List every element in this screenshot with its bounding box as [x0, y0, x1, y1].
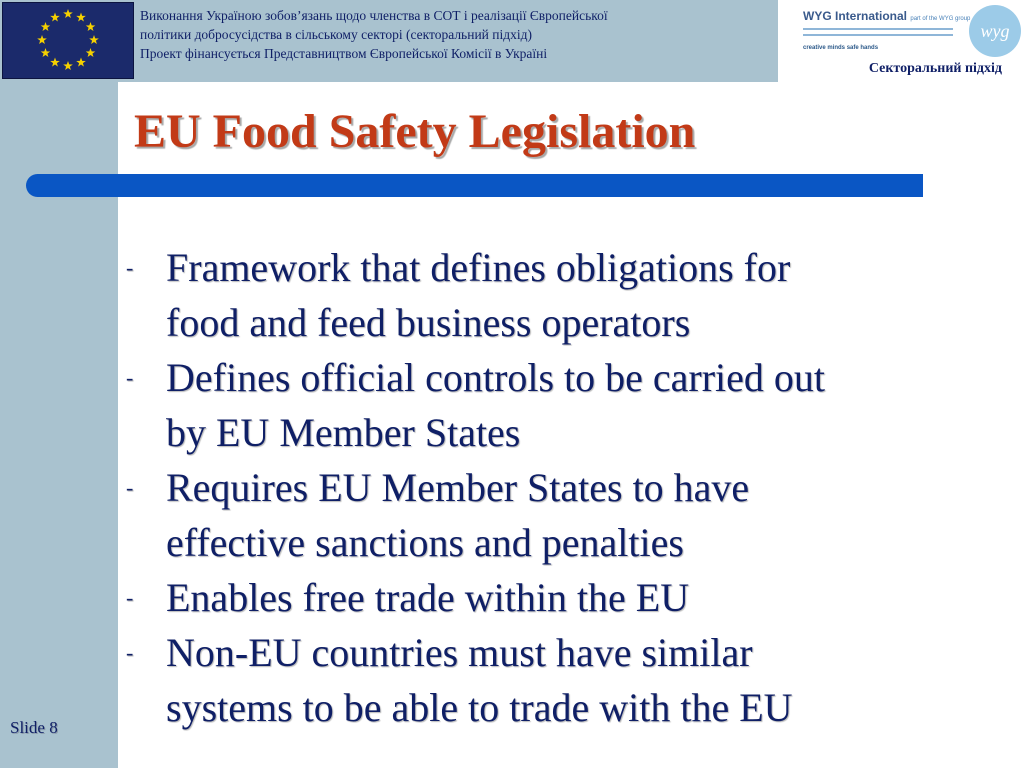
bullet-text: by EU Member States — [166, 410, 521, 455]
bullet-text: Framework that defines obligations for — [166, 245, 791, 290]
eu-flag — [2, 2, 134, 79]
bullet-list — [126, 240, 1016, 735]
bullet-item — [126, 350, 1016, 460]
eu-star-icon — [76, 13, 86, 22]
eu-star-icon — [63, 9, 73, 18]
bullet-item — [126, 240, 1016, 350]
title-underline-bar — [26, 174, 923, 197]
header-line-2: політики добросусідства в сільському секторі (секторальний підхід) — [140, 27, 532, 42]
bullet-marker: - — [126, 585, 134, 610]
eu-star-icon — [41, 48, 51, 57]
bullet-item — [126, 570, 1016, 625]
eu-star-icon — [50, 58, 60, 67]
wyg-brand: WYG International — [803, 9, 908, 23]
eu-star-icon — [37, 35, 47, 44]
eu-star-icon — [50, 13, 60, 22]
project-header — [140, 6, 772, 63]
bullet-item — [126, 625, 1016, 735]
eu-star-icon — [63, 61, 73, 70]
sector-label: Секторальний підхід — [868, 61, 1002, 76]
slide-title: EU Food Safety Legislation — [134, 105, 696, 158]
bullet-marker: - — [126, 365, 134, 390]
wyg-tagline: creative minds safe hands — [803, 45, 879, 51]
bullet-item — [126, 460, 1016, 570]
eu-star-icon — [86, 48, 96, 57]
wyg-part-of: part of the WYG group — [910, 16, 971, 22]
header-line-1: Виконання Україною зобов’язань щодо членства в СОТ і реалізації Європейської — [140, 8, 608, 23]
bullet-marker: - — [126, 255, 134, 280]
eu-star-icon — [89, 35, 99, 44]
bullet-text: Requires EU Member States to have — [166, 465, 750, 510]
eu-star-icon — [76, 58, 86, 67]
wyg-logo-lines — [803, 28, 953, 40]
bullet-text: Non-EU countries must have similar — [166, 630, 753, 675]
bullet-marker: - — [126, 640, 134, 665]
bullet-text: systems to be able to trade with the EU — [166, 685, 793, 730]
slide-number: Slide 8 — [10, 718, 58, 737]
bullet-text: effective sanctions and penalties — [166, 520, 684, 565]
wyg-logo-icon: wyg — [969, 5, 1021, 57]
bullet-text: Enables free trade within the EU — [166, 575, 690, 620]
bullet-text: food and feed business operators — [166, 300, 691, 345]
eu-star-icon — [41, 22, 51, 31]
eu-star-icon — [86, 22, 96, 31]
bullet-marker: - — [126, 475, 134, 500]
header-line-3: Проект фінансується Представництвом Європейської Комісії в Україні — [140, 46, 548, 61]
wyg-logo-text — [803, 9, 970, 23]
eu-flag-stars-icon — [3, 3, 133, 78]
bullet-text: Defines official controls to be carried out — [166, 355, 826, 400]
left-panel — [0, 0, 118, 768]
